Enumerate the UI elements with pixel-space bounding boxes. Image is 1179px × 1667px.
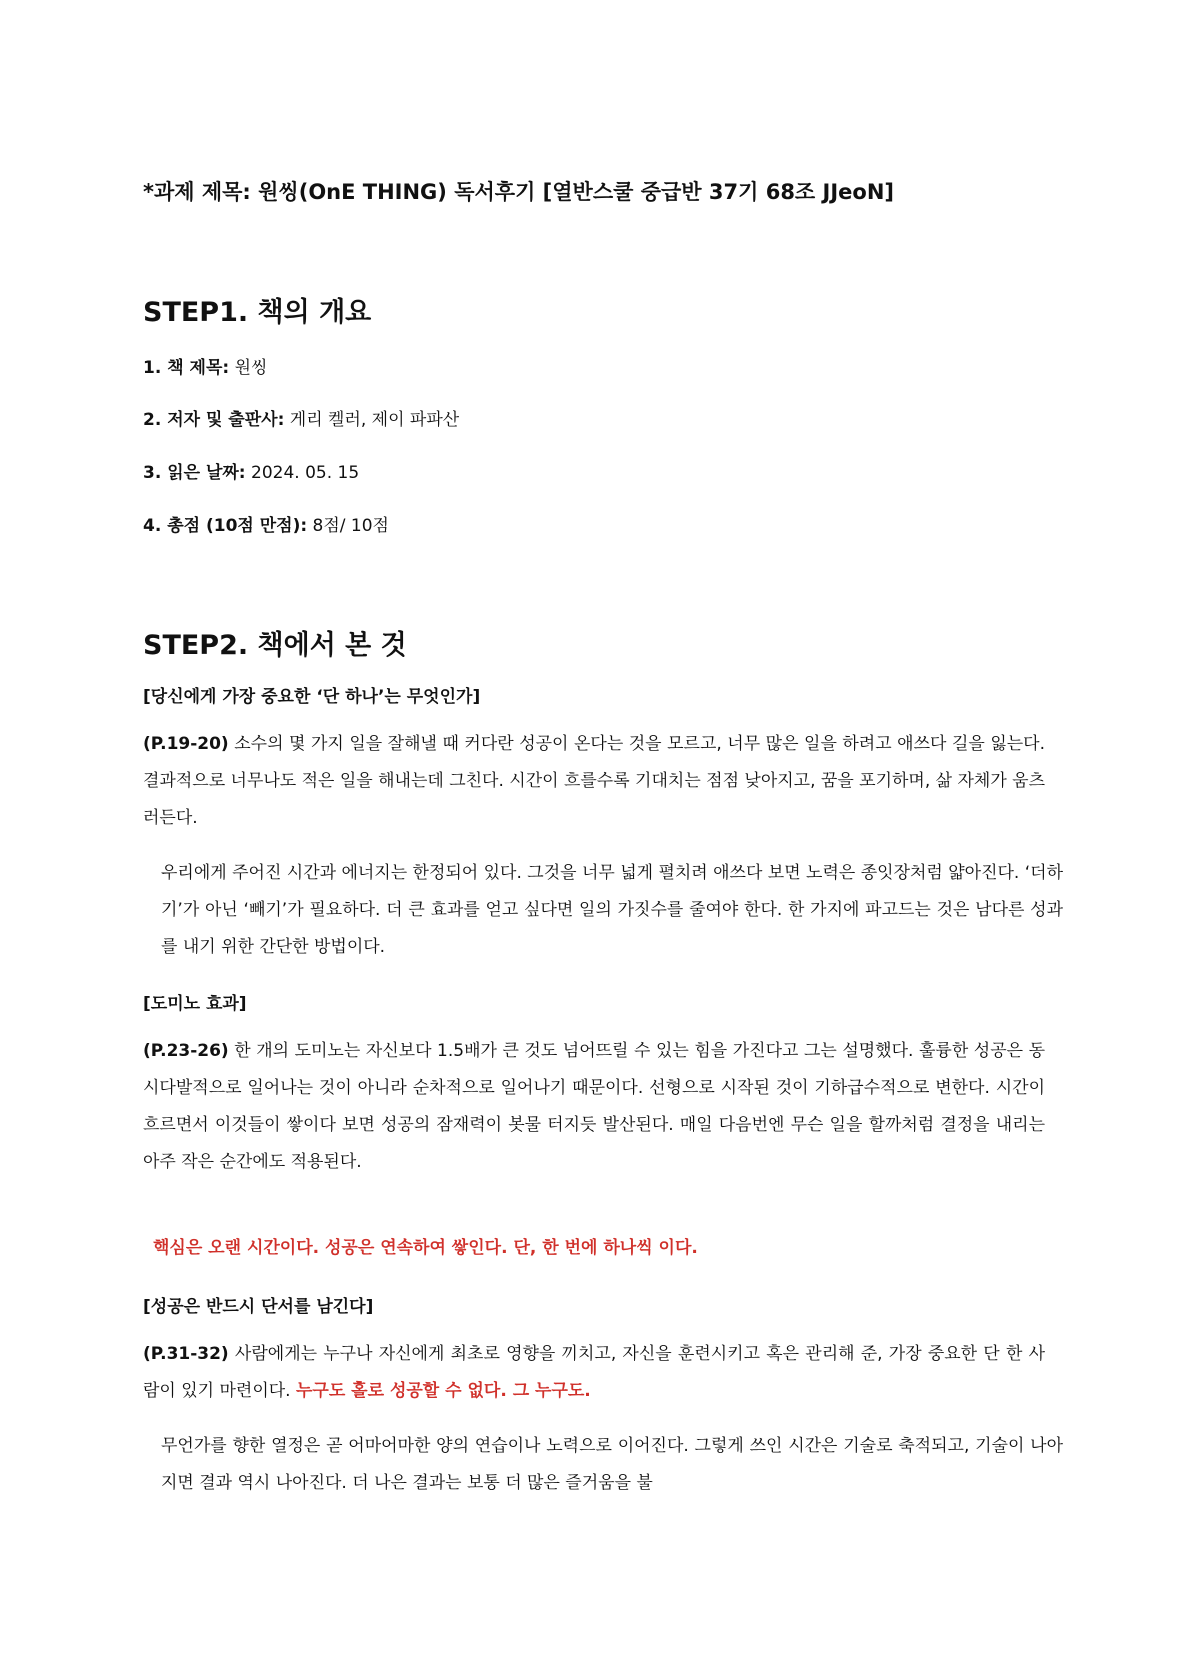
red-emphasis-text: 누구도 홀로 성공할 수 없다. 그 누구도. (296, 1381, 591, 1401)
paragraph-success-clues-1 (143, 1336, 1045, 1410)
paragraph-success-clues-2: 무언가를 향한 열정은 곧 어마어마한 양의 연습이나 노력으로 이어진다. 그렇게 쓰인 시간은 기술로 축적되고, 기술이 나아지면 결과 역시 나아진다. 더 나은 결과는 보통 더 많은 즐거움을 불 (161, 1436, 1063, 1493)
section-heading-one-thing: [당신에게 가장 중요한 ‘단 하나’는 무엇인가] (143, 687, 481, 707)
page-reference: (P.23-26) (143, 1041, 229, 1061)
step2-heading: STEP2. 책에서 본 것 (143, 630, 407, 661)
core-emphasis-line: 핵심은 오랜 시간이다. 성공은 연속하여 쌓인다. 단, 한 번에 하나씩 이다. (153, 1238, 698, 1258)
paragraph-text: 한 개의 도미노는 자신보다 1.5배가 큰 것도 넘어뜨릴 수 있는 힘을 가진다고 그는 설명했다. 훌륭한 성공은 동시다발적으로 일어나는 것이 아니라 순차적으로 일어나기 때문이다. 선형으로 시작된 것이 기하급수적으로 변한다. 시간이 흐르면서 이것들이 쌓이다 보면 성공의 잠재력이 봇물 터지듯 발산된다. 매일 다음번엔 무슨 일을 할까처럼 결정을 내리는 아주 작은 순간에도 적용된다. (143, 1041, 1045, 1172)
paragraph-one-thing-1 (143, 726, 1045, 837)
step1-heading: STEP1. 책의 개요 (143, 297, 372, 328)
paragraph-domino-1 (143, 1033, 1045, 1181)
paragraph-one-thing-2: 우리에게 주어진 시간과 에너지는 한정되어 있다. 그것을 너무 넓게 펼치려 애쓰다 보면 노력은 종잇장처럼 얇아진다. ‘더하기’가 아닌 ‘빼기’가 필요하다. 더 큰 효과를 얻고 싶다면 일의 가짓수를 줄여야 한다. 한 가지에 파고드는 것은 남다른 성과를 내기 위한 간단한 방법이다. (161, 863, 1063, 957)
book-title-value: 원씽 (229, 358, 268, 378)
author-publisher-value: 게리 켈러, 제이 파파산 (284, 410, 460, 430)
book-title-label: 1. 책 제목: (143, 358, 230, 378)
read-date-value: 2024. 05. 15 (245, 463, 360, 483)
author-publisher-label: 2. 저자 및 출판사: (143, 410, 285, 430)
assignment-title: *과제 제목: 원씽(OnE THING) 독서후기 [열반스쿨 중급반 37기 68조 JJeoN] (143, 180, 894, 204)
page-reference: (P.31-32) (143, 1344, 229, 1364)
author-publisher-item (143, 405, 459, 430)
read-date-item (143, 458, 359, 483)
total-score-value: 8점/ 10점 (307, 516, 389, 536)
book-title-item (143, 353, 267, 378)
paragraph-text: 사람에게는 누구나 자신에게 최초로 영향을 끼치고, 자신을 훈련시키고 혹은 관리해 준, 가장 중요한 단 한 사람이 있기 마련이다. (143, 1344, 1045, 1401)
total-score-item (143, 511, 389, 536)
section-heading-domino: [도미노 효과] (143, 994, 247, 1014)
section-heading-success-clues: [성공은 반드시 단서를 남긴다] (143, 1297, 374, 1317)
read-date-label: 3. 읽은 날짜: (143, 463, 246, 483)
paragraph-text: 소수의 몇 가지 일을 잘해낼 때 커다란 성공이 온다는 것을 모르고, 너무 많은 일을 하려고 애쓰다 길을 잃는다. 결과적으로 너무나도 적은 일을 해내는데 그친다. 시간이 흐를수록 기대치는 점점 낮아지고, 꿈을 포기하며, 삶 자체가 움츠러든다. (143, 734, 1045, 828)
page-reference: (P.19-20) (143, 734, 229, 754)
total-score-label: 4. 총점 (10점 만점): (143, 516, 308, 536)
